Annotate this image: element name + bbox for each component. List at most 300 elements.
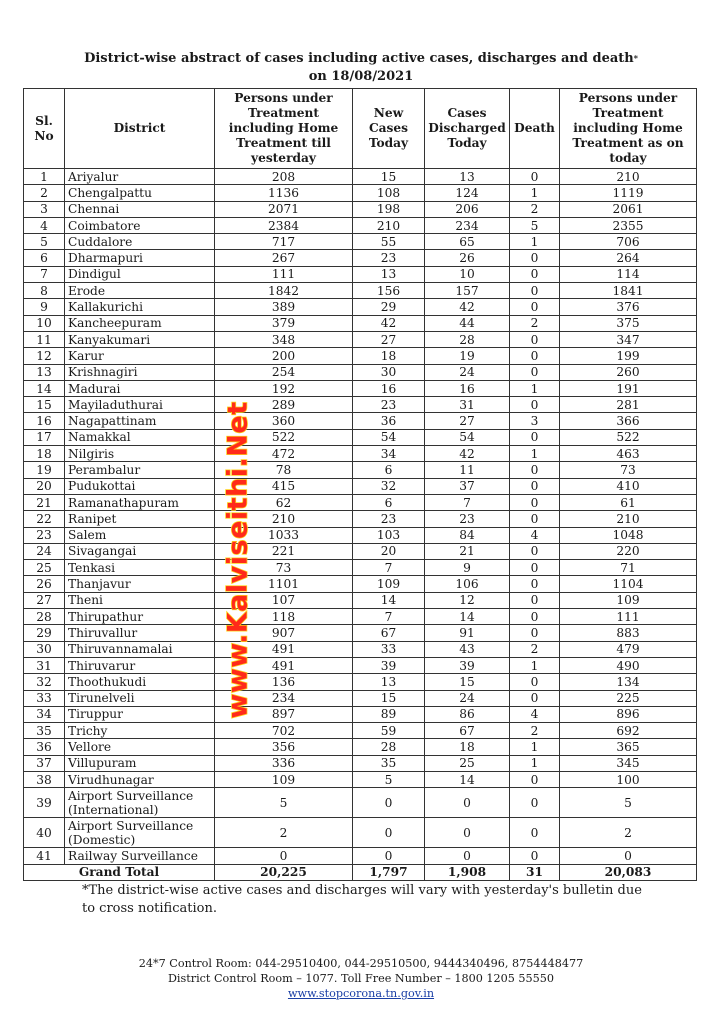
cell-under-treatment-today: 365 <box>560 739 697 755</box>
cell-under-treatment-yesterday: 1136 <box>215 185 353 201</box>
table-row <box>24 234 697 250</box>
cell-new-cases: 33 <box>353 641 425 657</box>
cell-district: Villupuram <box>65 755 215 771</box>
cell-sl-no: 35 <box>24 723 65 739</box>
cell-sl-no: 4 <box>24 217 65 233</box>
cell-sl-no: 20 <box>24 478 65 494</box>
cell-district: Chengalpattu <box>65 185 215 201</box>
cell-sl-no: 1 <box>24 169 65 185</box>
cell-discharged: 24 <box>425 364 510 380</box>
cell-death: 0 <box>510 771 560 787</box>
cell-death: 0 <box>510 609 560 625</box>
cell-new-cases: 23 <box>353 250 425 266</box>
header-district: District <box>65 89 215 169</box>
cell-under-treatment-today: 220 <box>560 543 697 559</box>
cell-under-treatment-today: 692 <box>560 723 697 739</box>
cell-sl-no: 5 <box>24 234 65 250</box>
cell-sl-no: 28 <box>24 609 65 625</box>
cell-discharged: 42 <box>425 446 510 462</box>
cell-under-treatment-yesterday: 289 <box>215 397 353 413</box>
header-new-cases: New Cases Today <box>353 89 425 169</box>
cell-new-cases: 89 <box>353 706 425 722</box>
table-row <box>24 348 697 364</box>
cell-discharged: 24 <box>425 690 510 706</box>
cell-under-treatment-yesterday: 491 <box>215 657 353 673</box>
cell-district: Airport Surveillance (Domestic) <box>65 818 215 848</box>
cell-under-treatment-today: 225 <box>560 690 697 706</box>
cell-new-cases: 15 <box>353 169 425 185</box>
cell-new-cases: 13 <box>353 674 425 690</box>
cell-district: Mayiladuthurai <box>65 397 215 413</box>
cell-under-treatment-yesterday: 136 <box>215 674 353 690</box>
title-footnote-mark: * <box>633 53 638 63</box>
cell-district: Thiruvannamalai <box>65 641 215 657</box>
cell-under-treatment-today: 134 <box>560 674 697 690</box>
table-row <box>24 818 697 848</box>
cell-sl-no: 41 <box>24 848 65 864</box>
cell-district: Dharmapuri <box>65 250 215 266</box>
cell-new-cases: 34 <box>353 446 425 462</box>
cell-under-treatment-yesterday: 192 <box>215 380 353 396</box>
table-row <box>24 690 697 706</box>
cell-death: 0 <box>510 266 560 282</box>
cell-discharged: 27 <box>425 413 510 429</box>
table-row <box>24 331 697 347</box>
cell-new-cases: 29 <box>353 299 425 315</box>
watermark-text: www.Kalviseithi.Net <box>222 401 254 719</box>
cell-sl-no: 25 <box>24 560 65 576</box>
cell-sl-no: 37 <box>24 755 65 771</box>
cell-death: 2 <box>510 641 560 657</box>
table-row <box>24 266 697 282</box>
cell-new-cases: 0 <box>353 788 425 818</box>
cell-discharged: 39 <box>425 657 510 673</box>
table-row <box>24 674 697 690</box>
cell-death: 0 <box>510 674 560 690</box>
cell-sl-no: 29 <box>24 625 65 641</box>
cell-death: 4 <box>510 706 560 722</box>
cell-sl-no: 12 <box>24 348 65 364</box>
cell-under-treatment-yesterday: 208 <box>215 169 353 185</box>
cell-sl-no: 13 <box>24 364 65 380</box>
cell-new-cases: 18 <box>353 348 425 364</box>
cell-sl-no: 2 <box>24 185 65 201</box>
cell-sl-no: 26 <box>24 576 65 592</box>
cell-death: 2 <box>510 315 560 331</box>
cell-discharged: 0 <box>425 788 510 818</box>
cell-discharged: 26 <box>425 250 510 266</box>
cell-death: 4 <box>510 527 560 543</box>
cell-death: 0 <box>510 818 560 848</box>
cell-death: 0 <box>510 592 560 608</box>
cell-discharged: 7 <box>425 494 510 510</box>
cell-death: 3 <box>510 413 560 429</box>
header-sl-no: Sl. No <box>24 89 65 169</box>
cell-discharged: 84 <box>425 527 510 543</box>
table-row <box>24 494 697 510</box>
cell-district: Ramanathapuram <box>65 494 215 510</box>
table-row <box>24 609 697 625</box>
cell-death: 0 <box>510 348 560 364</box>
header-death: Death <box>510 89 560 169</box>
cell-under-treatment-yesterday: 472 <box>215 446 353 462</box>
table-row <box>24 641 697 657</box>
cell-death: 0 <box>510 494 560 510</box>
cell-under-treatment-yesterday: 389 <box>215 299 353 315</box>
cell-sl-no: 9 <box>24 299 65 315</box>
cell-under-treatment-today: 111 <box>560 609 697 625</box>
cell-death: 0 <box>510 788 560 818</box>
table-row <box>24 755 697 771</box>
cell-district: Airport Surveillance (International) <box>65 788 215 818</box>
cell-district: Madurai <box>65 380 215 396</box>
cell-under-treatment-today: 366 <box>560 413 697 429</box>
cell-under-treatment-today: 1841 <box>560 283 697 299</box>
cell-discharged: 37 <box>425 478 510 494</box>
cell-discharged: 234 <box>425 217 510 233</box>
cell-discharged: 91 <box>425 625 510 641</box>
district-cases-table <box>23 88 697 881</box>
cell-district: Vellore <box>65 739 215 755</box>
cell-sl-no: 32 <box>24 674 65 690</box>
cell-new-cases: 156 <box>353 283 425 299</box>
cell-discharged: 11 <box>425 462 510 478</box>
cell-death: 1 <box>510 234 560 250</box>
cell-death: 0 <box>510 331 560 347</box>
cell-district: Coimbatore <box>65 217 215 233</box>
cell-new-cases: 23 <box>353 397 425 413</box>
cell-under-treatment-yesterday: 897 <box>215 706 353 722</box>
cell-death: 1 <box>510 380 560 396</box>
cell-discharged: 44 <box>425 315 510 331</box>
cell-under-treatment-today: 883 <box>560 625 697 641</box>
cell-discharged: 157 <box>425 283 510 299</box>
cell-death: 0 <box>510 364 560 380</box>
table-row <box>24 413 697 429</box>
cell-new-cases: 39 <box>353 657 425 673</box>
cell-new-cases: 108 <box>353 185 425 201</box>
cell-sl-no: 10 <box>24 315 65 331</box>
cell-death: 0 <box>510 429 560 445</box>
cell-sl-no: 7 <box>24 266 65 282</box>
cell-death: 1 <box>510 446 560 462</box>
cell-under-treatment-yesterday: 267 <box>215 250 353 266</box>
cell-district: Sivagangai <box>65 543 215 559</box>
cell-discharged: 0 <box>425 848 510 864</box>
cell-discharged: 106 <box>425 576 510 592</box>
cell-discharged: 43 <box>425 641 510 657</box>
cell-under-treatment-today: 210 <box>560 169 697 185</box>
cell-sl-no: 19 <box>24 462 65 478</box>
cell-under-treatment-yesterday: 73 <box>215 560 353 576</box>
cell-discharged: 14 <box>425 609 510 625</box>
table-row <box>24 625 697 641</box>
table-row <box>24 592 697 608</box>
cell-under-treatment-yesterday: 336 <box>215 755 353 771</box>
table-row <box>24 462 697 478</box>
cell-under-treatment-yesterday: 210 <box>215 511 353 527</box>
cell-discharged: 42 <box>425 299 510 315</box>
cell-new-cases: 0 <box>353 818 425 848</box>
table-row <box>24 299 697 315</box>
table-row <box>24 429 697 445</box>
title-line-1: District-wise abstract of cases including active cases, discharges and death <box>84 51 634 66</box>
cell-district: Thirupathur <box>65 609 215 625</box>
cell-new-cases: 36 <box>353 413 425 429</box>
control-room-contacts: 24*7 Control Room: 044-29510400, 044-29510500, 9444340496, 8754448477 <box>138 957 584 970</box>
grand-total-new-cases: 1,797 <box>353 864 425 880</box>
cell-new-cases: 42 <box>353 315 425 331</box>
cell-death: 0 <box>510 848 560 864</box>
cell-under-treatment-today: 210 <box>560 511 697 527</box>
cell-under-treatment-yesterday: 415 <box>215 478 353 494</box>
cell-district: Theni <box>65 592 215 608</box>
cell-sl-no: 6 <box>24 250 65 266</box>
cell-district: Perambalur <box>65 462 215 478</box>
cell-new-cases: 109 <box>353 576 425 592</box>
cell-death: 2 <box>510 723 560 739</box>
cell-under-treatment-yesterday: 356 <box>215 739 353 755</box>
cell-discharged: 9 <box>425 560 510 576</box>
cell-under-treatment-yesterday: 200 <box>215 348 353 364</box>
cell-new-cases: 16 <box>353 380 425 396</box>
cell-discharged: 21 <box>425 543 510 559</box>
footnote: *The district-wise active cases and discharges will vary with yesterday's bulletin due to cross notification. <box>82 883 642 916</box>
cell-district: Virudhunagar <box>65 771 215 787</box>
cell-district: Pudukottai <box>65 478 215 494</box>
cell-under-treatment-yesterday: 702 <box>215 723 353 739</box>
cell-death: 0 <box>510 511 560 527</box>
cell-sl-no: 17 <box>24 429 65 445</box>
cell-sl-no: 18 <box>24 446 65 462</box>
cell-new-cases: 6 <box>353 494 425 510</box>
cell-under-treatment-today: 463 <box>560 446 697 462</box>
cell-discharged: 124 <box>425 185 510 201</box>
cell-death: 5 <box>510 217 560 233</box>
header-under-treatment-today: Persons under Treatment including Home Treatment as on today <box>560 89 697 169</box>
cell-sl-no: 27 <box>24 592 65 608</box>
cell-discharged: 86 <box>425 706 510 722</box>
cell-sl-no: 15 <box>24 397 65 413</box>
cell-district: Tenkasi <box>65 560 215 576</box>
table-row <box>24 576 697 592</box>
table-body <box>24 169 697 865</box>
cell-under-treatment-today: 1048 <box>560 527 697 543</box>
cell-sl-no: 14 <box>24 380 65 396</box>
cell-discharged: 0 <box>425 818 510 848</box>
cell-under-treatment-yesterday: 221 <box>215 543 353 559</box>
table-row <box>24 446 697 462</box>
cell-death: 0 <box>510 576 560 592</box>
cell-sl-no: 36 <box>24 739 65 755</box>
cell-death: 0 <box>510 478 560 494</box>
cell-under-treatment-today: 109 <box>560 592 697 608</box>
cell-new-cases: 67 <box>353 625 425 641</box>
cell-new-cases: 13 <box>353 266 425 282</box>
cell-under-treatment-today: 260 <box>560 364 697 380</box>
table-row <box>24 657 697 673</box>
cell-under-treatment-today: 114 <box>560 266 697 282</box>
cell-new-cases: 6 <box>353 462 425 478</box>
cell-under-treatment-yesterday: 717 <box>215 234 353 250</box>
document-title <box>0 50 722 67</box>
cell-under-treatment-yesterday: 1033 <box>215 527 353 543</box>
cell-under-treatment-yesterday: 111 <box>215 266 353 282</box>
website-line <box>0 986 722 1001</box>
website-link[interactable]: www.stopcorona.tn.gov.in <box>287 987 435 1000</box>
table-row <box>24 788 697 818</box>
cell-under-treatment-yesterday: 1842 <box>215 283 353 299</box>
cell-discharged: 14 <box>425 771 510 787</box>
cell-under-treatment-today: 347 <box>560 331 697 347</box>
cell-new-cases: 7 <box>353 609 425 625</box>
cell-new-cases: 210 <box>353 217 425 233</box>
cell-district: Nilgiris <box>65 446 215 462</box>
cell-discharged: 12 <box>425 592 510 608</box>
cell-under-treatment-yesterday: 254 <box>215 364 353 380</box>
table-row <box>24 543 697 559</box>
cell-new-cases: 103 <box>353 527 425 543</box>
cell-new-cases: 20 <box>353 543 425 559</box>
cell-sl-no: 40 <box>24 818 65 848</box>
cell-district: Ranipet <box>65 511 215 527</box>
cell-discharged: 19 <box>425 348 510 364</box>
cell-district: Cuddalore <box>65 234 215 250</box>
cell-sl-no: 31 <box>24 657 65 673</box>
cell-district: Ariyalur <box>65 169 215 185</box>
cell-death: 0 <box>510 283 560 299</box>
cell-sl-no: 8 <box>24 283 65 299</box>
cell-death: 0 <box>510 690 560 706</box>
grand-total-under-treatment-today: 20,083 <box>560 864 697 880</box>
cell-sl-no: 16 <box>24 413 65 429</box>
cell-under-treatment-today: 2 <box>560 818 697 848</box>
cell-district: Namakkal <box>65 429 215 445</box>
cell-new-cases: 35 <box>353 755 425 771</box>
cell-death: 0 <box>510 169 560 185</box>
cell-discharged: 67 <box>425 723 510 739</box>
district-control-contacts: District Control Room – 1077. Toll Free Number – 1800 1205 55550 <box>167 972 555 985</box>
cell-under-treatment-yesterday: 62 <box>215 494 353 510</box>
cell-death: 0 <box>510 625 560 641</box>
cell-discharged: 23 <box>425 511 510 527</box>
cell-discharged: 31 <box>425 397 510 413</box>
cell-death: 0 <box>510 560 560 576</box>
table-row <box>24 511 697 527</box>
cell-death: 0 <box>510 543 560 559</box>
cell-under-treatment-today: 896 <box>560 706 697 722</box>
cell-death: 0 <box>510 397 560 413</box>
cell-new-cases: 23 <box>353 511 425 527</box>
cell-district: Kancheepuram <box>65 315 215 331</box>
cell-discharged: 10 <box>425 266 510 282</box>
cell-district: Chennai <box>65 201 215 217</box>
table-header-row <box>24 89 697 169</box>
cell-under-treatment-yesterday: 348 <box>215 331 353 347</box>
cell-under-treatment-yesterday: 109 <box>215 771 353 787</box>
cell-district: Thiruvallur <box>65 625 215 641</box>
cell-sl-no: 21 <box>24 494 65 510</box>
cell-sl-no: 30 <box>24 641 65 657</box>
cell-new-cases: 198 <box>353 201 425 217</box>
cell-new-cases: 27 <box>353 331 425 347</box>
table-row <box>24 560 697 576</box>
cell-under-treatment-today: 479 <box>560 641 697 657</box>
cell-new-cases: 5 <box>353 771 425 787</box>
cell-sl-no: 39 <box>24 788 65 818</box>
cell-under-treatment-yesterday: 491 <box>215 641 353 657</box>
cell-under-treatment-yesterday: 1101 <box>215 576 353 592</box>
cell-under-treatment-today: 199 <box>560 348 697 364</box>
cell-sl-no: 34 <box>24 706 65 722</box>
cell-new-cases: 32 <box>353 478 425 494</box>
cell-new-cases: 59 <box>353 723 425 739</box>
cell-district: Erode <box>65 283 215 299</box>
cell-new-cases: 30 <box>353 364 425 380</box>
cell-under-treatment-today: 100 <box>560 771 697 787</box>
cell-death: 1 <box>510 657 560 673</box>
cell-new-cases: 15 <box>353 690 425 706</box>
cell-new-cases: 14 <box>353 592 425 608</box>
cell-district: Tiruppur <box>65 706 215 722</box>
cell-under-treatment-yesterday: 2071 <box>215 201 353 217</box>
cell-death: 1 <box>510 739 560 755</box>
grand-total-row <box>24 864 697 880</box>
cell-new-cases: 54 <box>353 429 425 445</box>
grand-total-discharged: 1,908 <box>425 864 510 880</box>
table-row <box>24 250 697 266</box>
cell-discharged: 13 <box>425 169 510 185</box>
cell-new-cases: 55 <box>353 234 425 250</box>
cell-under-treatment-yesterday: 360 <box>215 413 353 429</box>
cell-district: Trichy <box>65 723 215 739</box>
cell-under-treatment-today: 2355 <box>560 217 697 233</box>
cell-sl-no: 33 <box>24 690 65 706</box>
cell-under-treatment-today: 706 <box>560 234 697 250</box>
table-row <box>24 478 697 494</box>
cell-district: Salem <box>65 527 215 543</box>
cell-under-treatment-yesterday: 78 <box>215 462 353 478</box>
cell-under-treatment-today: 71 <box>560 560 697 576</box>
cell-district: Kanyakumari <box>65 331 215 347</box>
table-row <box>24 739 697 755</box>
cell-under-treatment-today: 1104 <box>560 576 697 592</box>
cell-discharged: 16 <box>425 380 510 396</box>
cell-under-treatment-today: 345 <box>560 755 697 771</box>
cell-under-treatment-yesterday: 522 <box>215 429 353 445</box>
document-date: on 18/08/2021 <box>308 69 414 84</box>
table-row <box>24 706 697 722</box>
grand-total-under-treatment-yesterday: 20,225 <box>215 864 353 880</box>
grand-total-death: 31 <box>510 864 560 880</box>
cell-death: 0 <box>510 250 560 266</box>
table-row <box>24 723 697 739</box>
cell-sl-no: 24 <box>24 543 65 559</box>
table-row <box>24 380 697 396</box>
cell-new-cases: 0 <box>353 848 425 864</box>
cell-sl-no: 11 <box>24 331 65 347</box>
cell-district: Krishnagiri <box>65 364 215 380</box>
cell-under-treatment-today: 191 <box>560 380 697 396</box>
table-row <box>24 848 697 864</box>
cell-discharged: 15 <box>425 674 510 690</box>
cell-under-treatment-today: 490 <box>560 657 697 673</box>
cell-under-treatment-yesterday: 5 <box>215 788 353 818</box>
cell-under-treatment-today: 410 <box>560 478 697 494</box>
cell-under-treatment-yesterday: 118 <box>215 609 353 625</box>
cell-under-treatment-yesterday: 2 <box>215 818 353 848</box>
cell-under-treatment-today: 522 <box>560 429 697 445</box>
